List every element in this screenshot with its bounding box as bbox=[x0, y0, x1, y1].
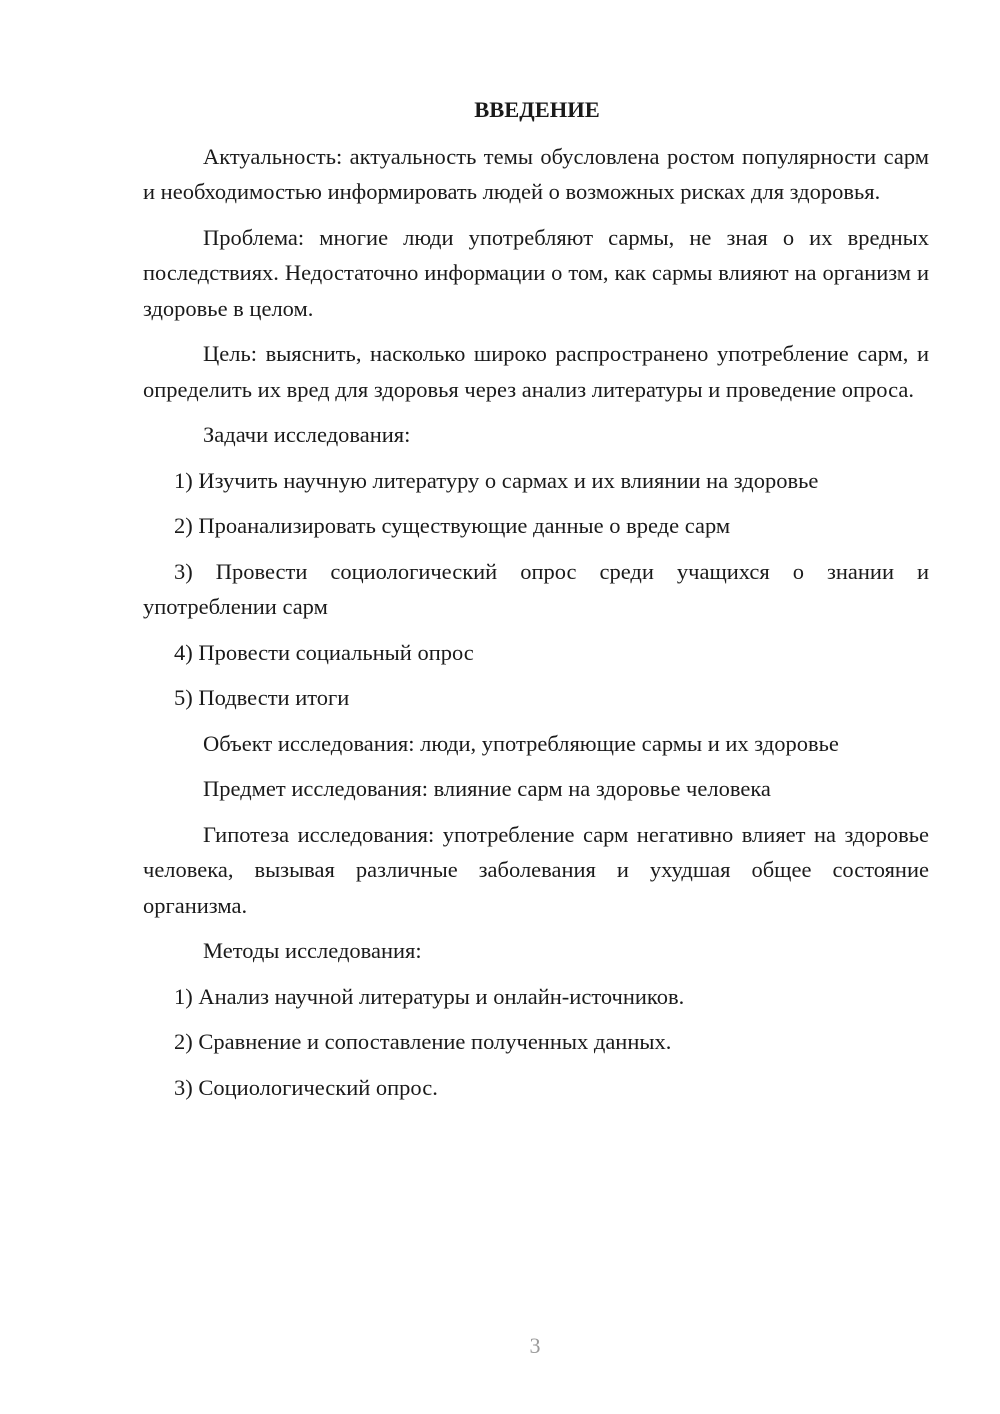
section-heading: ВВЕДЕНИЕ bbox=[474, 97, 600, 122]
tasks-title: Задачи исследования: bbox=[203, 422, 411, 447]
task-item-4: 4) Провести социальный опрос bbox=[174, 639, 474, 665]
paragraph-subject: Предмет исследования: влияние сарм на здоровье человека bbox=[203, 776, 771, 801]
paragraph-object: Объект исследования: люди, употребляющие сармы и их здоровье bbox=[203, 730, 839, 756]
task-item-2: 2) Проанализировать существующие данные о вреде сарм bbox=[174, 513, 731, 538]
paragraph-problem: Проблема: многие люди употребляют сармы, не зная о их вредных последствиях. Недостаточно информации о том, как сармы влияют на организм и здоровье в целом. bbox=[143, 224, 929, 321]
methods-title: Методы исследования: bbox=[203, 938, 422, 963]
method-item-3: 3) Социологический опрос. bbox=[174, 1074, 438, 1100]
page-content bbox=[143, 92, 929, 1115]
task-item-3: 3) Провести социологический опрос среди учащихся о знании и употреблении сарм bbox=[143, 558, 929, 619]
task-item-5: 5) Подвести итоги bbox=[174, 685, 350, 710]
paragraph-relevance: Актуальность: актуальность темы обусловлена ростом популярности сарм и необходимостью информировать людей о возможных рисках для здоровья. bbox=[143, 143, 929, 204]
task-item-1: 1) Изучить научную литературу о сармах и их влиянии на здоровье bbox=[174, 467, 819, 493]
method-item-2: 2) Сравнение и сопоставление полученных данных. bbox=[174, 1029, 672, 1054]
method-item-1: 1) Анализ научной литературы и онлайн-источников. bbox=[174, 983, 685, 1009]
paragraph-hypothesis: Гипотеза исследования: употребление сарм негативно влияет на здоровье человека, вызывая различные заболевания и ухудшая общее состояние организма. bbox=[143, 821, 929, 918]
paragraph-goal: Цель: выяснить, насколько широко распространено употребление сарм, и определить их вред для здоровья через анализ литературы и проведение опроса. bbox=[143, 341, 929, 402]
page-number: 3 bbox=[529, 1333, 541, 1358]
